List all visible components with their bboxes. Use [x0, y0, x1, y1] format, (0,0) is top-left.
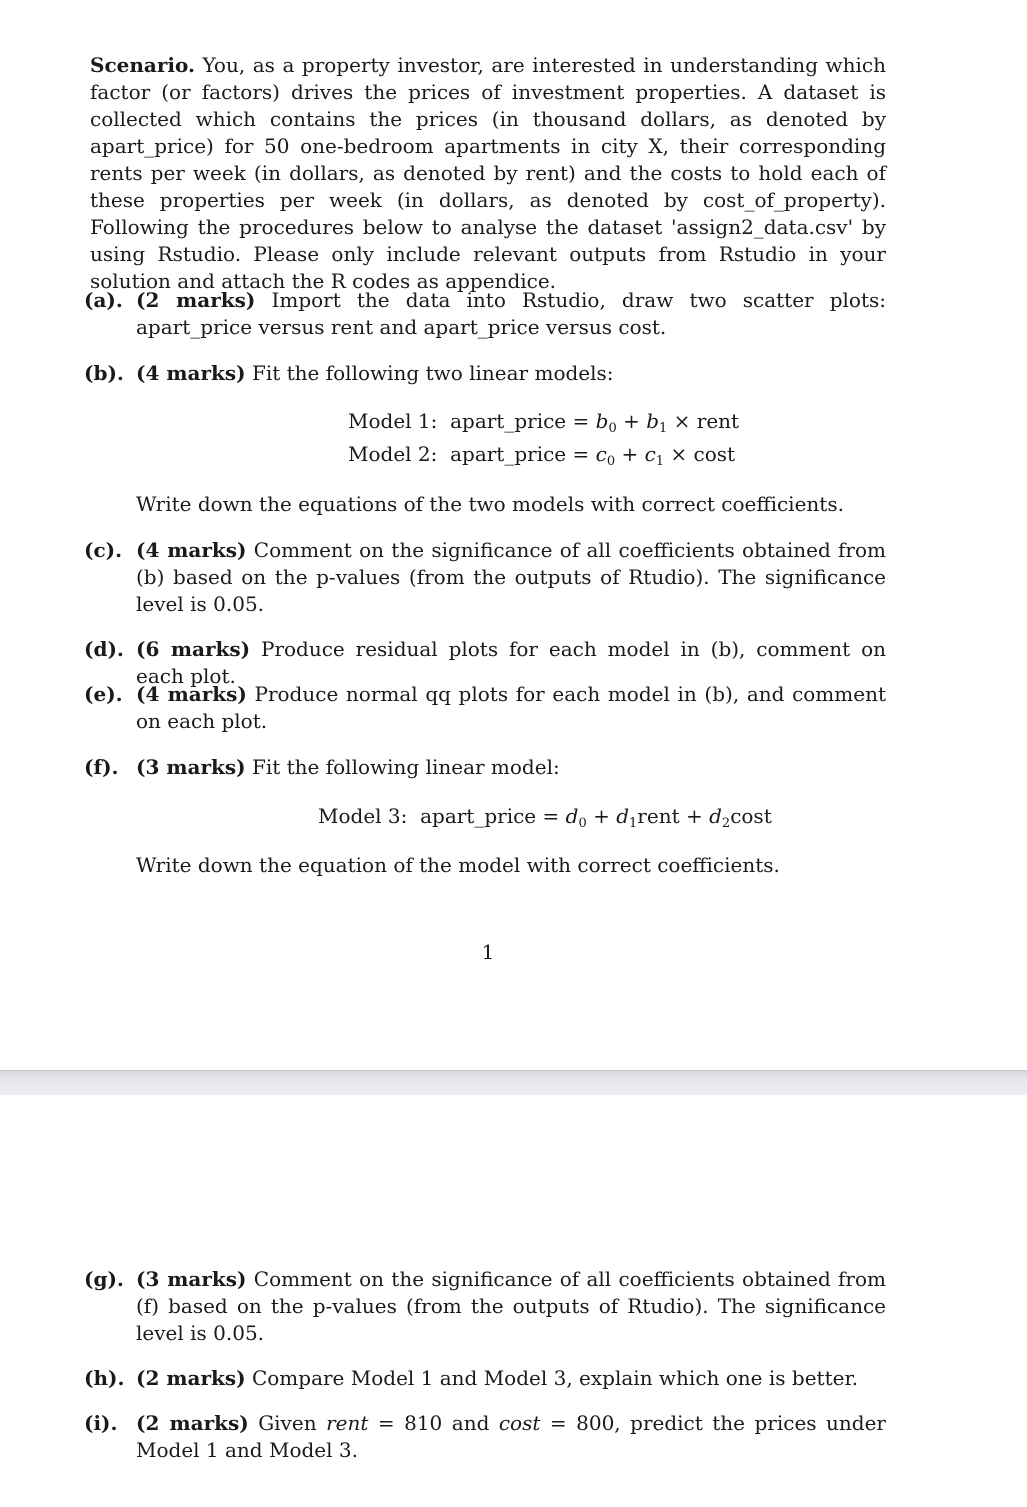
model-2-equation: Model 2: apart_price = $c_0 + c_1 \times \cos t$ — [348, 442, 736, 469]
scenario-heading: Scenario. — [90, 53, 195, 77]
question-label: (c). — [84, 538, 123, 562]
question-text: Comment on the significance of all coefficients obtained from (f) based on the p-values (from the outputs of Rtudio). The significance level is 0.05. — [136, 1267, 886, 1345]
question-f-followup: Write down the equation of the model with correct coefficients. — [136, 853, 780, 877]
question-marks: (2 marks) — [136, 1366, 246, 1390]
question-h — [84, 1365, 886, 1392]
question-text: Fit the following linear model: — [251, 755, 560, 779]
model-1-equation: Model 1: apart_price = $b_0 + b_1$ × rent — [348, 409, 740, 436]
question-label: (h). — [84, 1366, 125, 1390]
question-label: (g). — [84, 1267, 124, 1291]
question-label: (e). — [84, 682, 123, 706]
question-marks: (2 marks) — [136, 1411, 249, 1435]
question-marks: (4 marks) — [136, 538, 247, 562]
question-label: (b). — [84, 361, 124, 385]
page-number: 1 — [481, 940, 495, 964]
question-marks: (4 marks) — [136, 361, 246, 385]
question-c — [84, 537, 886, 618]
model-3-equation: Model 3: apart_price = $d_0$ + $d_1rent + d_2\cos t$ — [318, 804, 772, 831]
question-b-followup: Write down the equations of the two models with correct coefficients. — [136, 492, 844, 516]
question-marks: (6 marks) — [136, 637, 251, 661]
question-b — [84, 360, 886, 387]
question-marks: (3 marks) — [136, 755, 246, 779]
question-label: (d). — [84, 637, 124, 661]
question-text: Fit the following two linear models: — [251, 361, 614, 385]
question-i: (i). (2 marks) Given rent = 810 and cost = 800, predict the prices under Model 1 and Model 3. — [84, 1411, 886, 1462]
question-marks: (2 marks) — [136, 288, 256, 312]
question-label: (a). — [84, 288, 123, 312]
question-label: (f). — [84, 755, 119, 779]
scenario-paragraph — [90, 52, 886, 295]
question-text: Compare Model 1 and Model 3, explain which one is better. — [251, 1366, 859, 1390]
question-f — [84, 754, 886, 781]
page-2 — [0, 1095, 1027, 1507]
question-e — [84, 681, 886, 735]
question-marks: (3 marks) — [136, 1267, 247, 1291]
question-text: Produce residual plots for each model in (b), comment on each plot. — [136, 637, 886, 688]
question-label: (i). — [84, 1411, 118, 1435]
question-text: Import the data into Rstudio, draw two scatter plots: apart_price versus rent and apart_price versus cost. — [136, 288, 886, 339]
question-marks: (4 marks) — [136, 682, 247, 706]
question-g — [84, 1266, 886, 1347]
page-separator — [0, 1070, 1027, 1096]
question-text: Produce normal qq plots for each model in (b), and comment on each plot. — [136, 682, 886, 733]
question-a — [84, 287, 886, 341]
question-text: Comment on the significance of all coefficients obtained from (b) based on the p-values (from the outputs of Rtudio). The significance level is 0.05. — [136, 538, 886, 616]
scenario-text: You, as a property investor, are interested in understanding which factor (or factors) drives the prices of investment properties. A dataset is collected which contains the prices (in thousand dollars, as denoted by apart_price) for 50 one-bedroom apartments in city X, their corresponding rents per week (in dollars, as denoted by rent) and the costs to hold each of these properties per week (in dollars, as denoted by cost_of_property). Following the procedures below to analyse the dataset 'assign2_data.csv' by using Rstudio. Please only include relevant outputs from Rstudio in your solution and attach the R codes as appendice. — [90, 53, 886, 293]
